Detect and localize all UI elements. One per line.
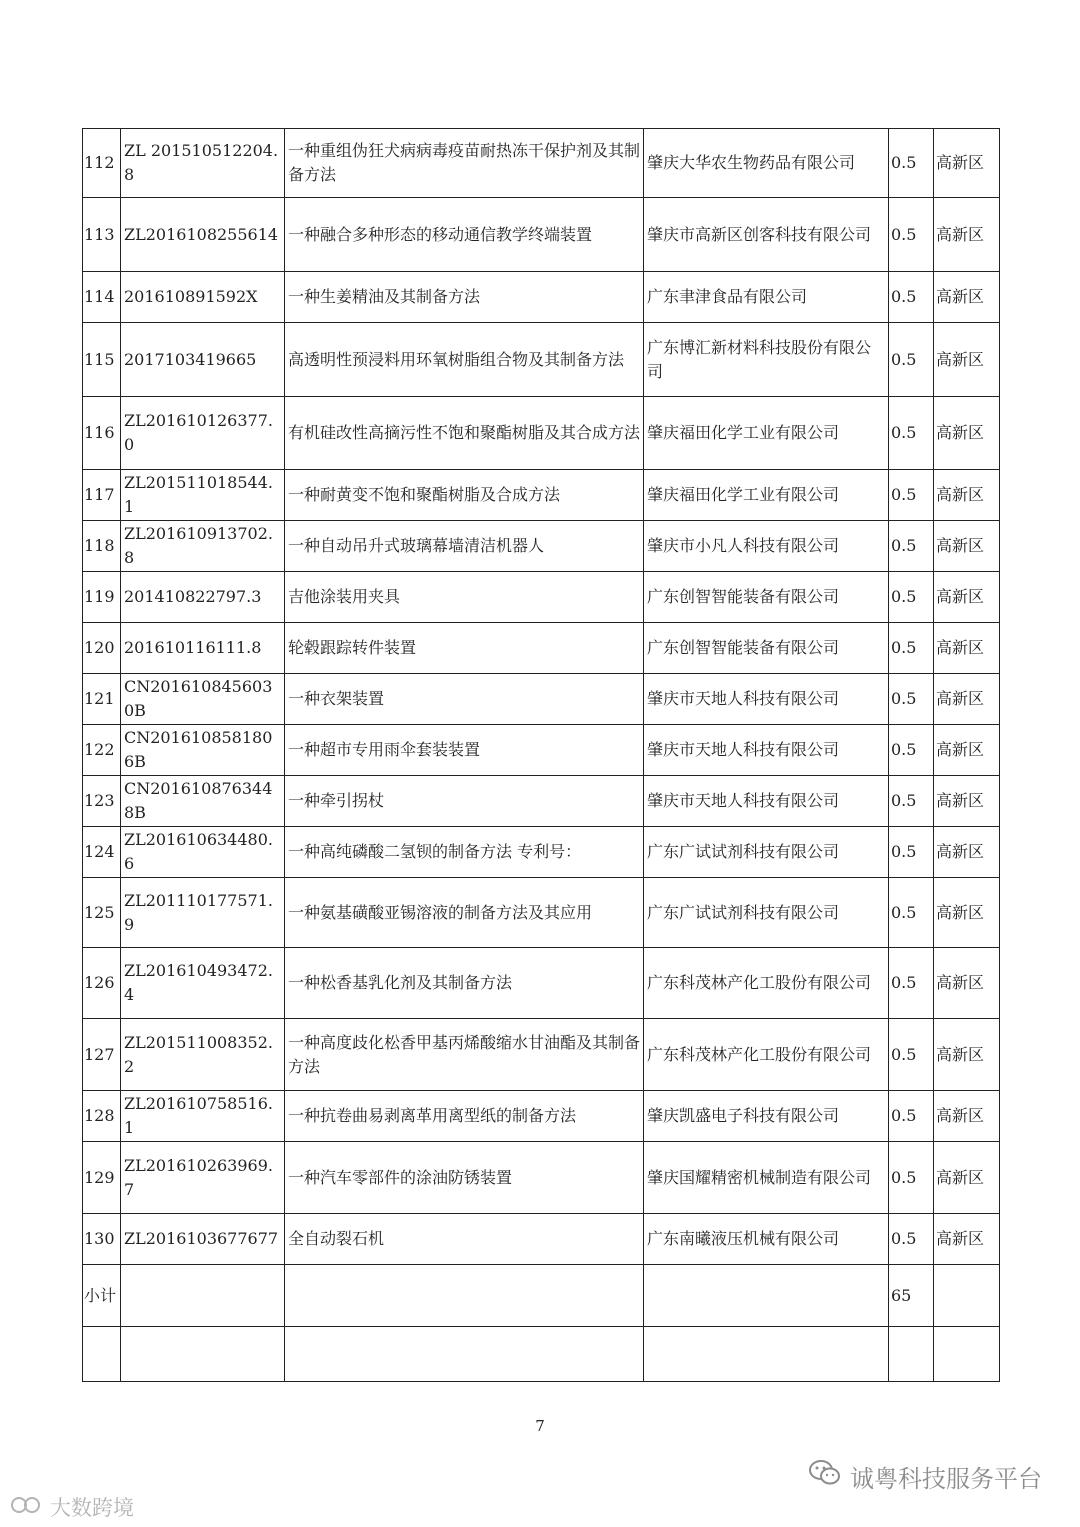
patent-number: ZL201511018544.1 <box>121 470 285 521</box>
empty-cell <box>934 1327 1000 1382</box>
patent-title: 一种生姜精油及其制备方法 <box>285 272 644 323</box>
watermark-right-text: 诚粤科技服务平台 <box>850 1464 1042 1493</box>
patent-title: 吉他涂装用夹具 <box>285 572 644 623</box>
table-row <box>83 1019 1000 1091</box>
patent-title: 一种松香基乳化剂及其制备方法 <box>285 948 644 1019</box>
district: 高新区 <box>934 272 1000 323</box>
patent-title: 一种氨基磺酸亚锡溶液的制备方法及其应用 <box>285 878 644 948</box>
amount: 0.5 <box>889 623 934 674</box>
amount: 0.5 <box>889 323 934 397</box>
row-number: 127 <box>83 1019 121 1091</box>
patent-title: 有机硅改性高摘污性不饱和聚酯树脂及其合成方法 <box>285 397 644 470</box>
district: 高新区 <box>934 198 1000 272</box>
row-number: 113 <box>83 198 121 272</box>
wechat-watermark <box>808 1458 1042 1494</box>
company-name: 肇庆凯盛电子科技有限公司 <box>644 1091 889 1142</box>
amount: 0.5 <box>889 725 934 776</box>
patent-title: 一种自动吊升式玻璃幕墙清洁机器人 <box>285 521 644 572</box>
company-name: 肇庆大华农生物药品有限公司 <box>644 129 889 198</box>
table-row <box>83 1142 1000 1214</box>
row-number: 126 <box>83 948 121 1019</box>
patent-number: 2017103419665 <box>121 323 285 397</box>
district: 高新区 <box>934 572 1000 623</box>
amount: 0.5 <box>889 521 934 572</box>
district: 高新区 <box>934 397 1000 470</box>
empty-cell <box>285 1265 644 1327</box>
company-name: 肇庆市天地人科技有限公司 <box>644 674 889 725</box>
amount: 0.5 <box>889 129 934 198</box>
company-name: 广东广试试剂科技有限公司 <box>644 827 889 878</box>
district: 高新区 <box>934 323 1000 397</box>
empty-cell <box>83 1327 121 1382</box>
company-name: 肇庆福田化学工业有限公司 <box>644 397 889 470</box>
patent-title: 一种衣架装置 <box>285 674 644 725</box>
patent-number: ZL2016108255614 <box>121 198 285 272</box>
district: 高新区 <box>934 521 1000 572</box>
patent-title: 一种汽车零部件的涂油防锈装置 <box>285 1142 644 1214</box>
row-number: 117 <box>83 470 121 521</box>
patent-number: 201610891592X <box>121 272 285 323</box>
row-number: 129 <box>83 1142 121 1214</box>
patent-number: ZL201610913702.8 <box>121 521 285 572</box>
amount: 0.5 <box>889 272 934 323</box>
district: 高新区 <box>934 1214 1000 1265</box>
patent-title: 一种超市专用雨伞套装装置 <box>285 725 644 776</box>
patent-number: CN2016108581806B <box>121 725 285 776</box>
company-name: 肇庆市高新区创客科技有限公司 <box>644 198 889 272</box>
amount: 0.5 <box>889 1019 934 1091</box>
empty-cell <box>121 1265 285 1327</box>
patent-number: 201410822797.3 <box>121 572 285 623</box>
amount: 0.5 <box>889 948 934 1019</box>
amount: 0.5 <box>889 1091 934 1142</box>
patent-number: ZL201610493472.4 <box>121 948 285 1019</box>
company-name: 肇庆市天地人科技有限公司 <box>644 725 889 776</box>
table-row <box>83 521 1000 572</box>
table-row <box>83 1091 1000 1142</box>
row-number: 112 <box>83 129 121 198</box>
district: 高新区 <box>934 1091 1000 1142</box>
empty-cell <box>644 1265 889 1327</box>
table-row <box>83 272 1000 323</box>
brand-logo-icon <box>10 1494 44 1521</box>
patent-number: ZL201110177571.9 <box>121 878 285 948</box>
company-name: 广东广试试剂科技有限公司 <box>644 878 889 948</box>
company-name: 广东科茂林产化工股份有限公司 <box>644 948 889 1019</box>
table-row <box>83 878 1000 948</box>
district: 高新区 <box>934 623 1000 674</box>
watermark-left-text: 大数跨境 <box>50 1496 134 1520</box>
patent-number: ZL 201510512204.8 <box>121 129 285 198</box>
empty-cell <box>644 1327 889 1382</box>
district: 高新区 <box>934 674 1000 725</box>
amount: 0.5 <box>889 198 934 272</box>
table-body <box>83 129 1000 1382</box>
amount: 0.5 <box>889 1214 934 1265</box>
patent-title: 一种牵引拐杖 <box>285 776 644 827</box>
patent-title: 一种高度歧化松香甲基丙烯酸缩水甘油酯及其制备方法 <box>285 1019 644 1091</box>
patent-title: 一种重组伪狂犬病病毒疫苗耐热冻干保护剂及其制备方法 <box>285 129 644 198</box>
row-number: 119 <box>83 572 121 623</box>
patent-title: 一种高纯磷酸二氢钡的制备方法 专利号： <box>285 827 644 878</box>
table-row <box>83 397 1000 470</box>
table-row <box>83 623 1000 674</box>
company-name: 肇庆福田化学工业有限公司 <box>644 470 889 521</box>
patent-table <box>82 128 1000 1382</box>
company-name: 广东博汇新材料科技股份有限公司 <box>644 323 889 397</box>
subtotal-value: 65 <box>889 1265 934 1327</box>
amount: 0.5 <box>889 776 934 827</box>
amount: 0.5 <box>889 878 934 948</box>
district: 高新区 <box>934 470 1000 521</box>
patent-title: 一种耐黄变不饱和聚酯树脂及合成方法 <box>285 470 644 521</box>
row-number: 125 <box>83 878 121 948</box>
company-name: 肇庆市小凡人科技有限公司 <box>644 521 889 572</box>
amount: 0.5 <box>889 397 934 470</box>
table-row <box>83 725 1000 776</box>
row-number: 121 <box>83 674 121 725</box>
patent-number: ZL201610126377.0 <box>121 397 285 470</box>
patent-number: ZL201610634480.6 <box>121 827 285 878</box>
patent-number: ZL201511008352.2 <box>121 1019 285 1091</box>
company-name: 广东创智智能装备有限公司 <box>644 623 889 674</box>
subtotal-row <box>83 1265 1000 1327</box>
district: 高新区 <box>934 1142 1000 1214</box>
empty-cell <box>934 1265 1000 1327</box>
row-number: 123 <box>83 776 121 827</box>
district: 高新区 <box>934 129 1000 198</box>
district: 高新区 <box>934 827 1000 878</box>
amount: 0.5 <box>889 1142 934 1214</box>
amount: 0.5 <box>889 674 934 725</box>
table-row <box>83 827 1000 878</box>
company-name: 广东科茂林产化工股份有限公司 <box>644 1019 889 1091</box>
table-row <box>83 674 1000 725</box>
district: 高新区 <box>934 725 1000 776</box>
empty-cell <box>285 1327 644 1382</box>
row-number: 116 <box>83 397 121 470</box>
patent-number: CN2016108456030B <box>121 674 285 725</box>
patent-title: 高透明性预浸料用环氧树脂组合物及其制备方法 <box>285 323 644 397</box>
row-number: 118 <box>83 521 121 572</box>
district: 高新区 <box>934 948 1000 1019</box>
table-row <box>83 198 1000 272</box>
row-number: 120 <box>83 623 121 674</box>
table-row <box>83 948 1000 1019</box>
table-row <box>83 129 1000 198</box>
table-row <box>83 776 1000 827</box>
patent-number: CN2016108763448B <box>121 776 285 827</box>
company-name: 肇庆国耀精密机械制造有限公司 <box>644 1142 889 1214</box>
patent-number: ZL201610263969.7 <box>121 1142 285 1214</box>
patent-title: 一种抗卷曲易剥离革用离型纸的制备方法 <box>285 1091 644 1142</box>
patent-number: ZL2016103677677 <box>121 1214 285 1265</box>
row-number: 114 <box>83 272 121 323</box>
table-row <box>83 323 1000 397</box>
patent-title: 一种融合多种形态的移动通信教学终端装置 <box>285 198 644 272</box>
amount: 0.5 <box>889 470 934 521</box>
company-name: 肇庆市天地人科技有限公司 <box>644 776 889 827</box>
subtotal-label: 小计 <box>83 1265 121 1327</box>
district: 高新区 <box>934 878 1000 948</box>
brand-watermark <box>10 1492 134 1522</box>
row-number: 124 <box>83 827 121 878</box>
patent-title: 轮毂跟踪转件装置 <box>285 623 644 674</box>
empty-cell <box>889 1327 934 1382</box>
empty-row <box>83 1327 1000 1382</box>
empty-cell <box>121 1327 285 1382</box>
row-number: 115 <box>83 323 121 397</box>
row-number: 122 <box>83 725 121 776</box>
company-name: 广东聿津食品有限公司 <box>644 272 889 323</box>
district: 高新区 <box>934 1019 1000 1091</box>
amount: 0.5 <box>889 827 934 878</box>
amount: 0.5 <box>889 572 934 623</box>
district: 高新区 <box>934 776 1000 827</box>
page-number: 7 <box>535 1417 545 1435</box>
table-row <box>83 1214 1000 1265</box>
company-name: 广东创智智能装备有限公司 <box>644 572 889 623</box>
wechat-icon <box>808 1458 842 1494</box>
company-name: 广东南曦液压机械有限公司 <box>644 1214 889 1265</box>
table-row <box>83 470 1000 521</box>
patent-number: ZL201610758516.1 <box>121 1091 285 1142</box>
table-row <box>83 572 1000 623</box>
patent-number: 201610116111.8 <box>121 623 285 674</box>
row-number: 130 <box>83 1214 121 1265</box>
row-number: 128 <box>83 1091 121 1142</box>
patent-title: 全自动裂石机 <box>285 1214 644 1265</box>
